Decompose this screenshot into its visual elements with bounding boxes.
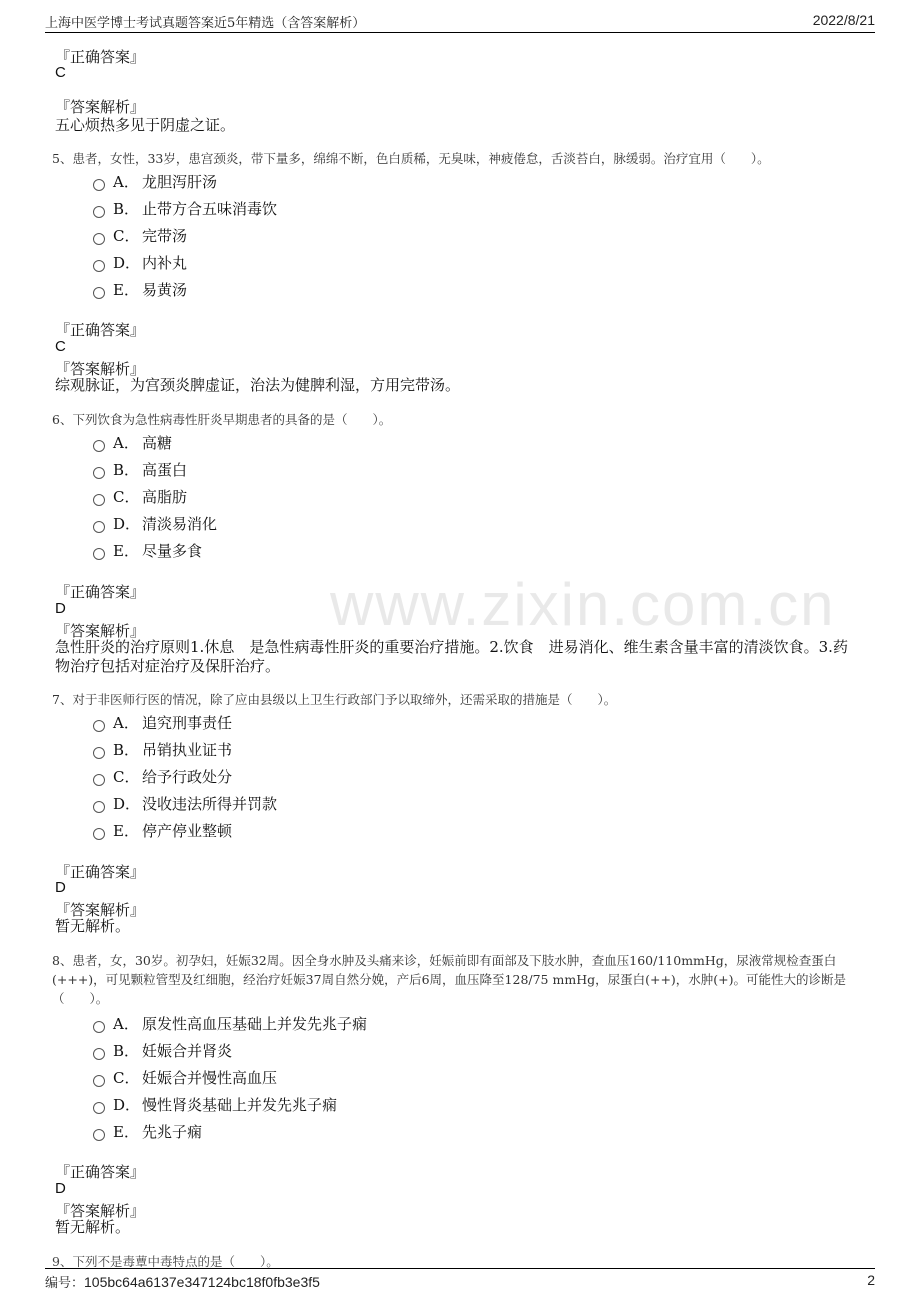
analysis-text: 急性肝炎的治疗原则1.休息 是急性病毒性肝炎的重要治疗措施。2.饮食 进易消化、维生素含量丰富的清淡饮食。3.药物治疗包括对症治疗及保肝治疗。 xyxy=(55,638,848,675)
option-7e[interactable]: E． 停产停业整顿 xyxy=(93,820,232,840)
analysis-label: 『答案解析』 xyxy=(55,98,146,116)
radio-icon[interactable] xyxy=(93,1075,105,1087)
analysis-text: 综观脉证，为宫颈炎脾虚证，治法为健脾利湿，方用完带汤。 xyxy=(55,376,461,394)
radio-icon[interactable] xyxy=(93,548,105,560)
option-5c[interactable]: C． 完带汤 xyxy=(93,225,187,245)
radio-icon[interactable] xyxy=(93,1129,105,1141)
document-title: 上海中医学博士考试真题答案近5年精选（含答案解析） xyxy=(45,16,366,31)
option-8e[interactable]: E． 先兆子痫 xyxy=(93,1121,202,1141)
option-6c[interactable]: C． 高脂肪 xyxy=(93,486,187,506)
radio-icon[interactable] xyxy=(93,828,105,840)
radio-icon[interactable] xyxy=(93,1021,105,1033)
option-6d[interactable]: D． 清淡易消化 xyxy=(93,513,217,533)
correct-answer: C xyxy=(55,338,66,355)
analysis-text: 暂无解析。 xyxy=(55,1218,131,1236)
radio-icon[interactable] xyxy=(93,521,105,533)
correct-answer: D xyxy=(55,879,66,896)
option-8b[interactable]: B． 妊娠合并肾炎 xyxy=(93,1040,232,1060)
option-6a[interactable]: A． 高糖 xyxy=(93,432,172,452)
correct-answer-label: 『正确答案』 xyxy=(55,863,146,881)
question-5: 5、患者，女性，33岁，患宫颈炎，带下量多，绵绵不断，色白质稀，无臭味，神疲倦怠，舌淡苔白，脉缓弱。治疗宜用（ ）。 xyxy=(52,151,770,166)
option-8d[interactable]: D． 慢性肾炎基础上并发先兆子痫 xyxy=(93,1094,337,1114)
radio-icon[interactable] xyxy=(93,1102,105,1114)
option-8a[interactable]: A． 原发性高血压基础上并发先兆子痫 xyxy=(93,1013,367,1033)
option-7b[interactable]: B． 吊销执业证书 xyxy=(93,739,232,759)
document-code xyxy=(45,1272,320,1291)
option-8c[interactable]: C． 妊娠合并慢性高血压 xyxy=(93,1067,277,1087)
analysis-label: 『答案解析』 xyxy=(55,360,146,378)
correct-answer: D xyxy=(55,600,66,617)
analysis-label: 『答案解析』 xyxy=(55,1202,146,1220)
question-7: 7、对于非医师行医的情况，除了应由县级以上卫生行政部门予以取缔外，还需采取的措施是（ ）。 xyxy=(52,692,617,707)
question-9-partial: 9、下列不是毒蕈中毒特点的是（ ）。 xyxy=(52,1254,279,1269)
page-header xyxy=(45,12,875,33)
radio-icon[interactable] xyxy=(93,260,105,272)
radio-icon[interactable] xyxy=(93,801,105,813)
watermark: www.zixin.com.cn xyxy=(330,571,836,638)
page-number: 2 xyxy=(867,1272,875,1288)
radio-icon[interactable] xyxy=(93,494,105,506)
radio-icon[interactable] xyxy=(93,179,105,191)
correct-answer-label: 『正确答案』 xyxy=(55,1163,146,1181)
analysis-label: 『答案解析』 xyxy=(55,901,146,919)
page-footer xyxy=(45,1268,875,1291)
analysis-text: 五心烦热多见于阴虚之证。 xyxy=(55,116,236,134)
correct-answer-label: 『正确答案』 xyxy=(55,48,146,66)
radio-icon[interactable] xyxy=(93,206,105,218)
analysis-text: 暂无解析。 xyxy=(55,917,131,935)
option-5d[interactable]: D． 内补丸 xyxy=(93,252,187,272)
radio-icon[interactable] xyxy=(93,747,105,759)
radio-icon[interactable] xyxy=(93,287,105,299)
correct-answer-label: 『正确答案』 xyxy=(55,583,146,601)
radio-icon[interactable] xyxy=(93,440,105,452)
option-5b[interactable]: B． 止带方合五味消毒饮 xyxy=(93,198,277,218)
radio-icon[interactable] xyxy=(93,233,105,245)
option-6b[interactable]: B． 高蛋白 xyxy=(93,459,187,479)
code-value: 105bc64a6137e347124bc18f0fb3e3f5 xyxy=(84,1274,320,1290)
option-7a[interactable]: A． 追究刑事责任 xyxy=(93,712,232,732)
radio-icon[interactable] xyxy=(93,1048,105,1060)
document-date: 2022/8/21 xyxy=(812,12,875,28)
option-7c[interactable]: C． 给予行政处分 xyxy=(93,766,232,786)
code-label: 编号： xyxy=(45,1276,85,1291)
correct-answer-label: 『正确答案』 xyxy=(55,321,146,339)
question-6: 6、下列饮食为急性病毒性肝炎早期患者的具备的是（ ）。 xyxy=(52,412,392,427)
option-5a[interactable]: A． 龙胆泻肝汤 xyxy=(93,171,217,191)
option-7d[interactable]: D． 没收违法所得并罚款 xyxy=(93,793,277,813)
analysis-label: 『答案解析』 xyxy=(55,622,146,640)
correct-answer: D xyxy=(55,1180,66,1197)
correct-answer: C xyxy=(55,64,66,81)
radio-icon[interactable] xyxy=(93,774,105,786)
radio-icon[interactable] xyxy=(93,720,105,732)
question-8: 8、患者，女，30岁。初孕妇，妊娠32周。因全身水肿及头痛来诊，妊娠前即有面部及下肢水肿，查血压160/110mmHg，尿液常规检查蛋白(+++)，可见颗粒管型及红细胞，经治疗妊娠37周自然分娩，产后6周，血压降至128/75 mmHg，尿蛋白(++)，水肿(+)。可能性大的诊断是（ ）。 xyxy=(52,953,847,1006)
radio-icon[interactable] xyxy=(93,467,105,479)
option-6e[interactable]: E． 尽量多食 xyxy=(93,540,202,560)
option-5e[interactable]: E． 易黄汤 xyxy=(93,279,187,299)
